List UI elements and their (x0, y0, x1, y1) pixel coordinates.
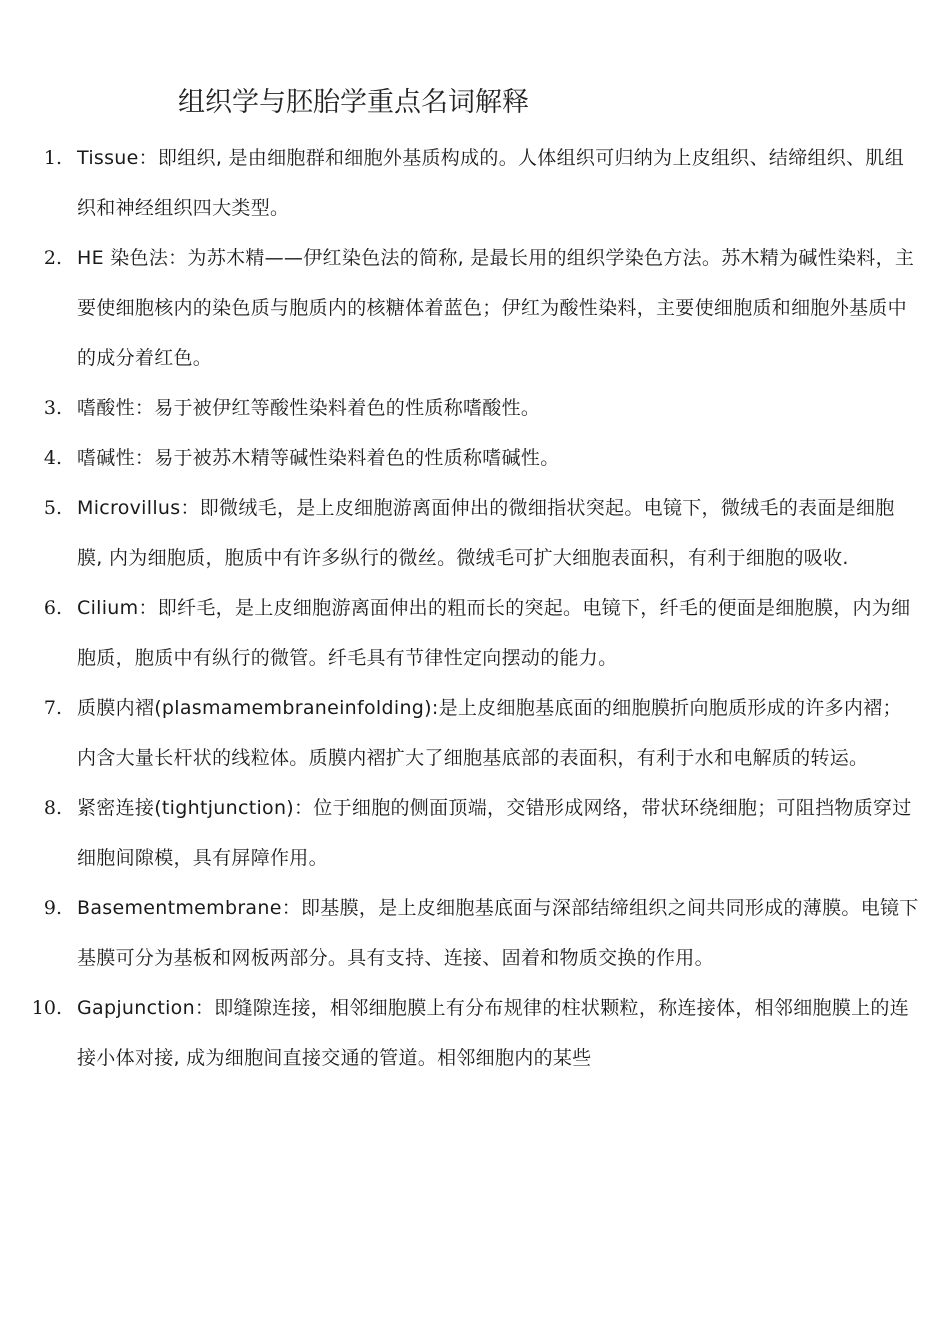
term-definition: 嗜碱性：易于被苏木精等碱性染料着色的性质称嗜碱性。 (77, 447, 560, 469)
term-entry-4 (0, 433, 919, 483)
term-definition: Tissue：即组织, 是由细胞群和细胞外基质构成的。人体组织可归纳为上皮组织、结缔组织、肌组织和神经组织四大类型。 (77, 147, 905, 219)
term-entry-10 (0, 983, 919, 1083)
term-definition: Gapjunction：即缝隙连接，相邻细胞膜上有分布规律的柱状颗粒，称连接体，相邻细胞膜上的连接小体对接, 成为细胞间直接交通的管道。相邻细胞内的某些 (77, 997, 910, 1069)
term-number: 1. (43, 147, 62, 169)
term-definition: HE 染色法：为苏木精——伊红染色法的简称, 是最长用的组织学染色方法。苏木精为碱性染料，主要使细胞核内的染色质与胞质内的核糖体着蓝色；伊红为酸性染料，主要使细胞质和细胞外基质中的成分着红色。 (77, 247, 915, 369)
term-entry-8 (0, 783, 919, 883)
term-number: 9. (43, 897, 62, 919)
term-number: 7. (43, 697, 62, 719)
term-definition: 质膜内褶(plasmamembraneinfolding):是上皮细胞基底面的细胞膜折向胞质形成的许多内褶；内含大量长杆状的线粒体。质膜内褶扩大了细胞基底部的表面积，有利于水和电解质的转运。 (77, 697, 902, 769)
term-definition: Cilium：即纤毛，是上皮细胞游离面伸出的粗而长的突起。电镜下，纤毛的便面是细胞膜，内为细胞质，胞质中有纵行的微管。纤毛具有节律性定向摆动的能力。 (77, 597, 911, 669)
term-number: 3. (43, 397, 62, 419)
term-entry-3 (0, 383, 919, 433)
term-number: 4. (43, 447, 62, 469)
term-definition: 嗜酸性：易于被伊红等酸性染料着色的性质称嗜酸性。 (77, 397, 541, 419)
term-entry-5 (0, 483, 919, 583)
term-definition: Microvillus：即微绒毛，是上皮细胞游离面伸出的微细指状突起。电镜下，微绒毛的表面是细胞膜, 内为细胞质，胞质中有许多纵行的微丝。微绒毛可扩大细胞表面积，有利于细胞的吸收. (77, 497, 895, 569)
term-number: 6. (43, 597, 62, 619)
document-title: 组织学与胚胎学重点名词解释 (178, 87, 529, 118)
term-entry-1 (0, 133, 919, 233)
term-number: 8. (43, 797, 62, 819)
term-definition: Basementmembrane：即基膜，是上皮细胞基底面与深部结缔组织之间共同形成的薄膜。电镜下基膜可分为基板和网板两部分。具有支持、连接、固着和物质交换的作用。 (77, 897, 919, 969)
term-definition: 紧密连接(tightjunction)：位于细胞的侧面顶端，交错形成网络，带状环绕细胞；可阻挡物质穿过细胞间隙模，具有屏障作用。 (77, 797, 912, 869)
term-entry-2 (0, 233, 919, 383)
term-entry-9 (0, 883, 919, 983)
term-number: 2. (43, 247, 62, 269)
term-number: 10. (31, 997, 62, 1019)
term-entry-6 (0, 583, 919, 683)
term-number: 5. (43, 497, 62, 519)
term-entry-7 (0, 683, 919, 783)
term-list (0, 133, 950, 1083)
